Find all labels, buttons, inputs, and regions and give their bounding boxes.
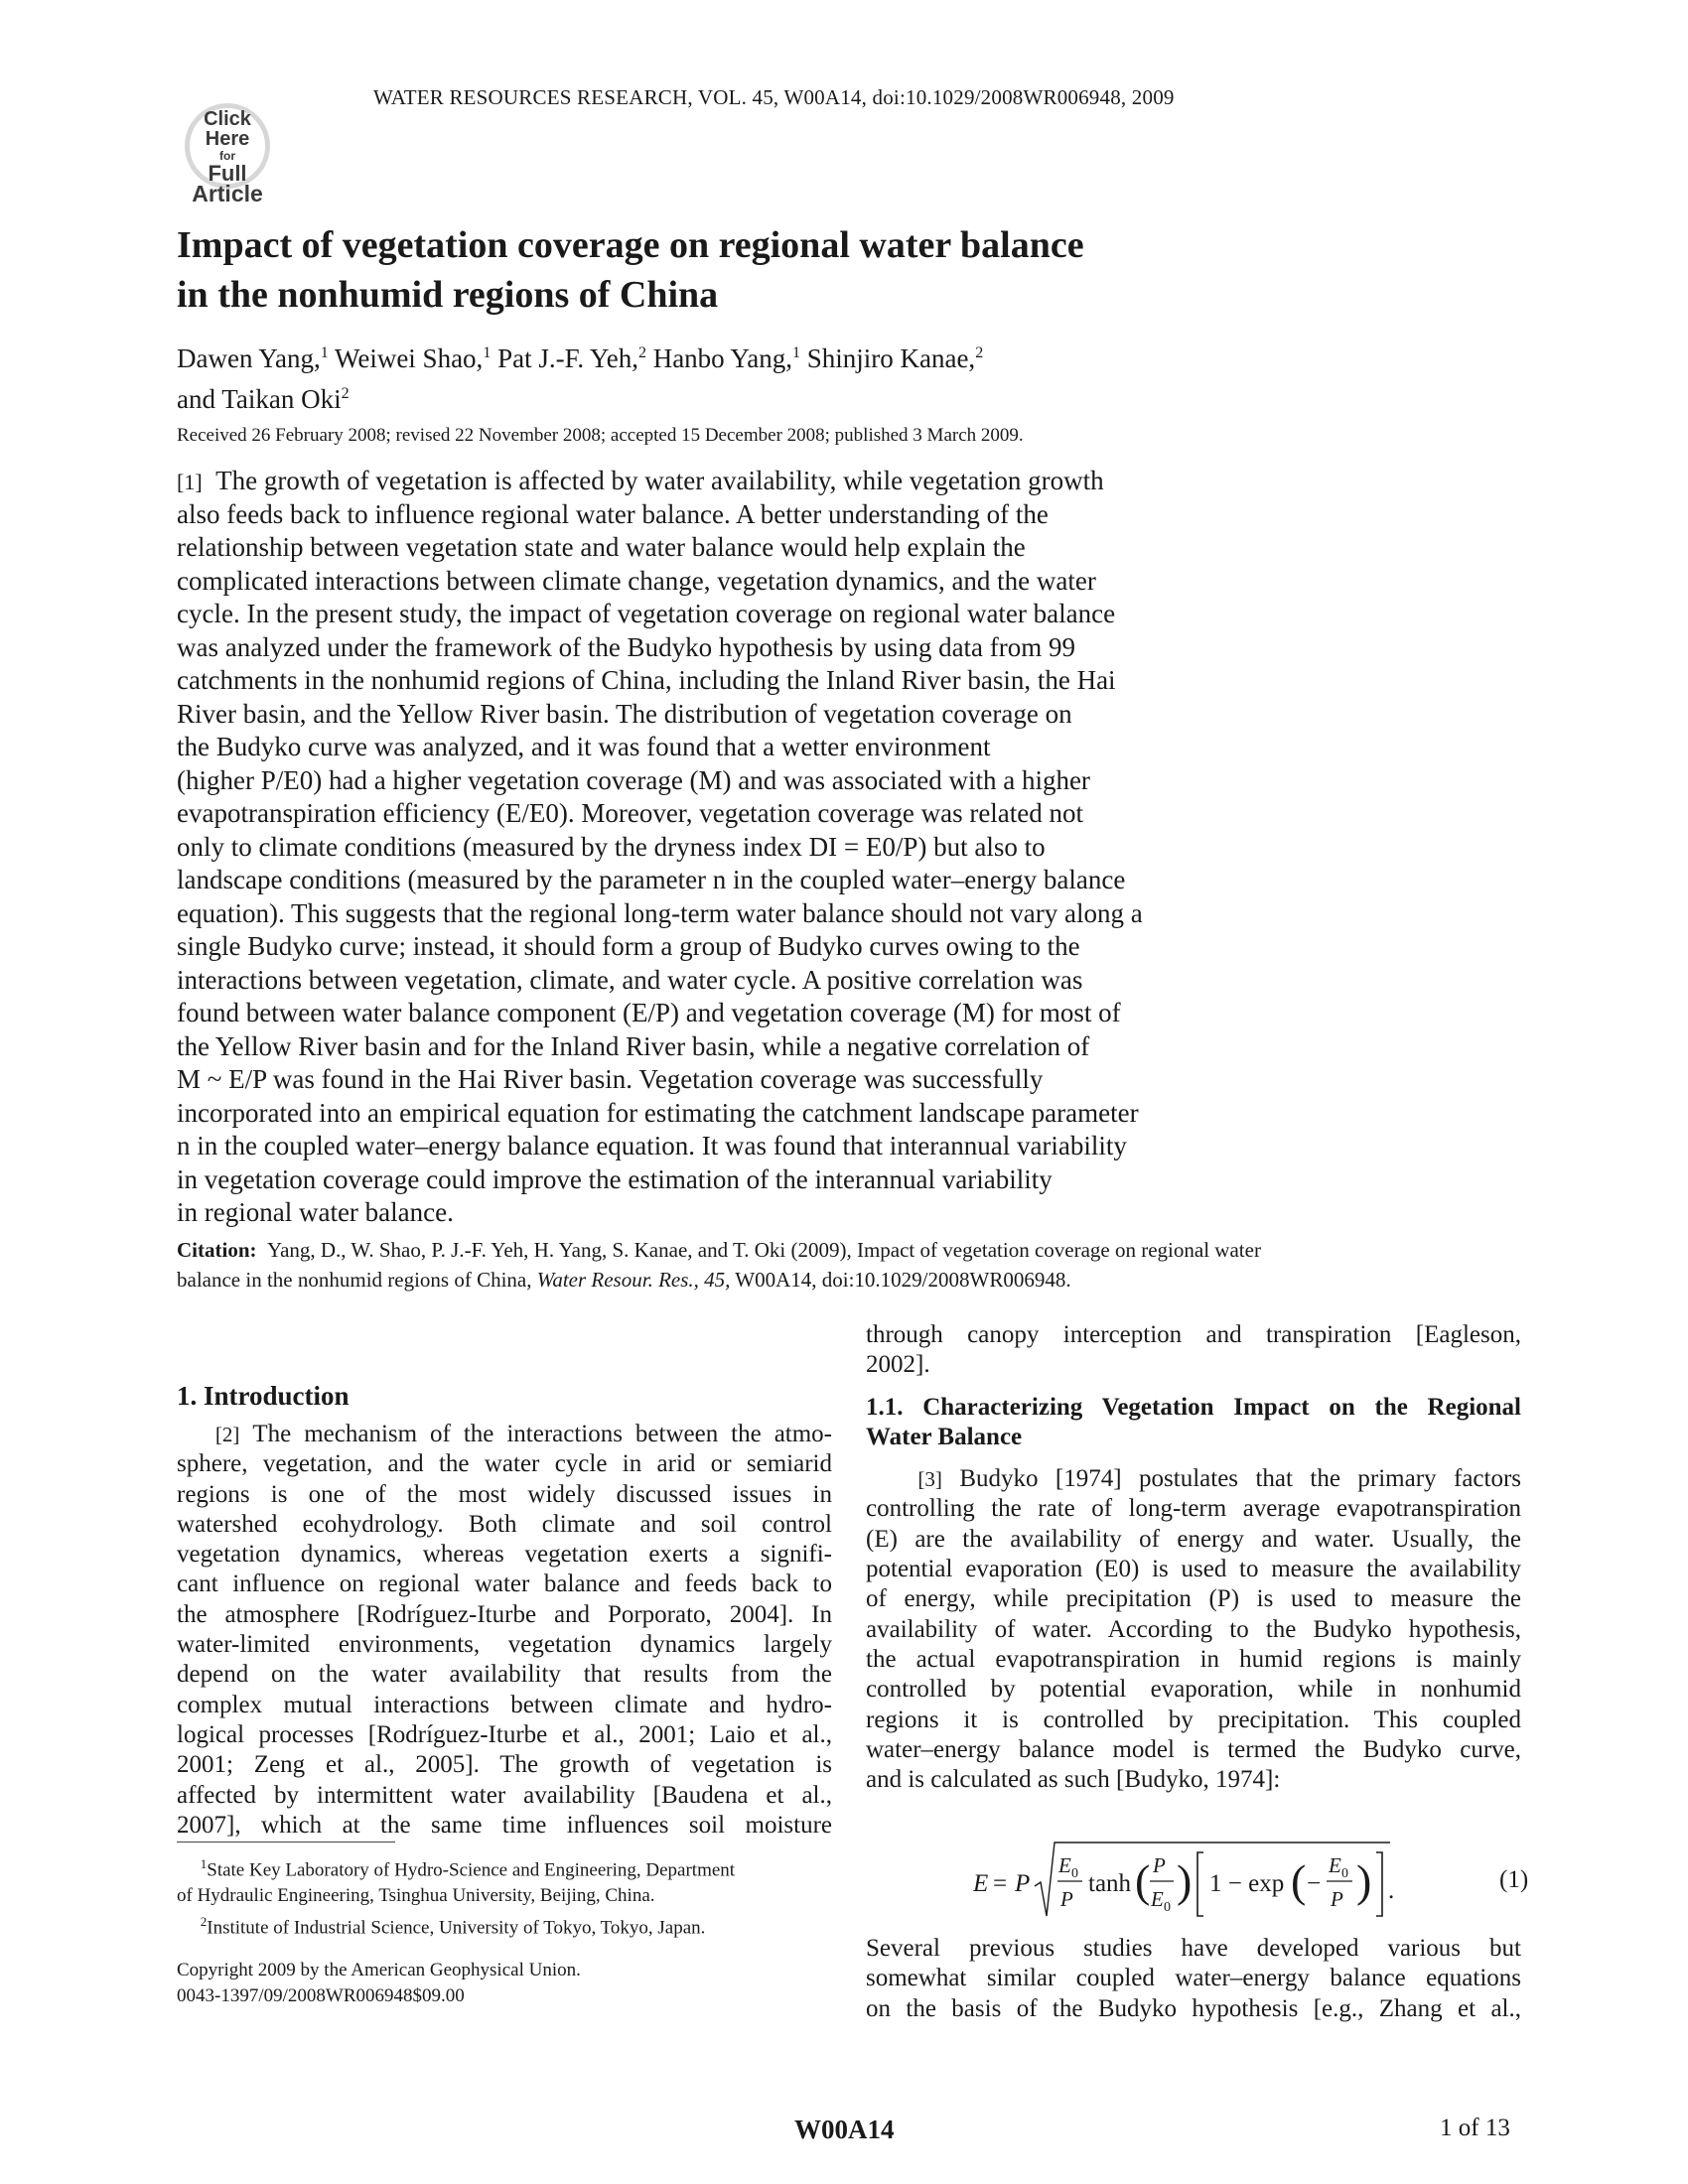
svg-text:(: ( — [1291, 1855, 1307, 1906]
author-name: and Taikan Oki — [177, 384, 342, 414]
citation-text: balance in the nonhumid regions of China, — [177, 1268, 537, 1292]
equation-number: (1) — [1499, 1866, 1529, 1893]
author-name: Pat J.-F. Yeh, — [491, 343, 638, 373]
footnote-rule — [177, 1842, 395, 1843]
abstract-line: interactions between vegetation, climate, and water cycle. A positive correlation was — [177, 964, 1083, 995]
body-line: watershed ecohydrology. Both climate and soil control — [177, 1510, 832, 1538]
copyright-line: Copyright 2009 by the American Geophysical Union. — [177, 1960, 581, 1980]
badge-line: for — [219, 149, 235, 163]
body-line: (E) are the availability of energy and water. Usually, the — [866, 1525, 1521, 1553]
svg-text:(: ( — [1135, 1855, 1151, 1906]
body-line: 2001; Zeng et al., 2005]. The growth of vegetation is — [177, 1751, 832, 1779]
badge-line: Full — [208, 161, 247, 186]
author-name: Shinjiro Kanae, — [799, 343, 976, 373]
body-line: complex mutual interactions between climate and hydro- — [177, 1691, 832, 1718]
svg-text:): ) — [1177, 1855, 1193, 1906]
author-name: Hanbo Yang, — [645, 343, 792, 373]
abstract-line: only to climate conditions (measured by the dryness index DI = E0/P) but also to — [177, 831, 1046, 862]
svg-text:P: P — [1331, 1887, 1343, 1911]
footnote-mark: 1 — [200, 1856, 208, 1871]
body-line: and is calculated as such [Budyko, 1974]: — [866, 1766, 1281, 1794]
subsection-heading-line: Water Balance — [866, 1423, 1023, 1450]
abstract-line: in vegetation coverage could improve the estimation of the interannual variability — [177, 1163, 1053, 1194]
received-dates: Received 26 February 2008; revised 22 November 2008; accepted 15 December 2008; published 3 March 2009. — [177, 425, 1024, 446]
svg-text:): ) — [1356, 1855, 1372, 1906]
affiliation-mark: 1 — [320, 344, 329, 361]
citation-text: W00A14, doi:10.1029/2008WR006948. — [730, 1268, 1071, 1292]
body-line: 2002]. — [866, 1351, 930, 1379]
body-line: of energy, while precipitation (P) is used to measure the — [866, 1585, 1521, 1613]
citation — [177, 1235, 1517, 1295]
citation-label: Citation: — [177, 1238, 257, 1262]
body-line: water–energy balance model is termed the Budyko curve, — [866, 1735, 1521, 1763]
svg-text:P: P — [1060, 1887, 1073, 1911]
paragraph-number: [2] — [214, 1423, 240, 1446]
svg-text:1 − exp: 1 − exp — [1209, 1870, 1285, 1897]
abstract-line: n in the coupled water–energy balance equation. It was found that interannual variability — [177, 1131, 1127, 1160]
abstract-line: found between water balance component (E/P) and vegetation coverage (M) for most of — [177, 998, 1121, 1027]
left-column — [177, 1378, 832, 1841]
body-line: sphere, vegetation, and the water cycle in arid or semiarid — [177, 1450, 832, 1478]
body-line: controlling the rate of long-term average evapotranspiration — [866, 1495, 1521, 1523]
footnote-mark: 2 — [200, 1914, 208, 1930]
body-line: controlled by potential evaporation, while in nonhumid — [866, 1676, 1521, 1704]
body-line: somewhat similar coupled water–energy balance equations — [866, 1965, 1521, 1992]
body-line: the atmosphere [Rodríguez-Iturbe and Porporato, 2004]. In — [177, 1600, 832, 1628]
abstract-line: also feeds back to influence regional water balance. A better understanding of the — [177, 498, 1049, 529]
svg-text:0: 0 — [1164, 1900, 1171, 1915]
abstract-line: in regional water balance. — [177, 1197, 454, 1227]
svg-text:E: E — [1151, 1887, 1164, 1911]
badge-line: Article — [192, 181, 263, 206]
body-line: through canopy interception and transpiration [Eagleson, — [866, 1321, 1521, 1348]
abstract-line: (higher P/E0) had a higher vegetation coverage (M) and was associated with a higher — [177, 764, 1090, 795]
citation-journal: Water Resour. Res., 45, — [536, 1268, 731, 1292]
citation-text: Yang, D., W. Shao, P. J.-F. Yeh, H. Yang, S. Kanae, and T. Oki (2009), Impact of vegetation coverage on regional water — [267, 1238, 1261, 1262]
body-line: regions is one of the most widely discussed issues in — [177, 1480, 832, 1508]
abstract-line: the Yellow River basin and for the Inland River basin, while a negative correlation of — [177, 1030, 1090, 1061]
affiliation-mark: 2 — [637, 344, 646, 361]
body-line: potential evaporation (E0) is used to measure the availability — [866, 1556, 1521, 1583]
svg-text:P: P — [1015, 1870, 1031, 1897]
abstract-line: single Budyko curve; instead, it should form a group of Budyko curves owing to the — [177, 931, 1080, 961]
author-list — [177, 336, 983, 417]
title-line: in the nonhumid regions of China — [177, 274, 719, 316]
author-name: Dawen Yang, — [177, 343, 321, 373]
body-line: the actual evapotranspiration in humid regions is mainly — [866, 1645, 1521, 1673]
issn-line: 0043-1397/09/2008WR006948$09.00 — [177, 1985, 465, 2006]
body-line: regions it is controlled by precipitation. This coupled — [866, 1706, 1521, 1733]
svg-text:E: E — [1329, 1853, 1341, 1877]
footnote-text: State Key Laboratory of Hydro-Science and Engineering, Department — [207, 1859, 736, 1881]
svg-text:E: E — [1058, 1853, 1071, 1877]
svg-text:0: 0 — [1071, 1866, 1078, 1881]
body-line: vegetation dynamics, whereas vegetation exerts a signifi- — [177, 1541, 832, 1569]
footnotes — [177, 1851, 832, 1942]
abstract-line: the Budyko curve was analyzed, and it was found that a wetter environment — [177, 732, 991, 761]
body-line: Several previous studies have developed various but — [866, 1935, 1521, 1962]
copyright — [177, 1958, 581, 2009]
body-line: Budyko [1974] postulates that the primary factors — [959, 1465, 1522, 1493]
right-column-continued — [866, 1934, 1521, 2024]
abstract-line: The growth of vegetation is affected by water availability, while vegetation growth — [215, 466, 1104, 495]
svg-text:P: P — [1153, 1853, 1166, 1877]
body-line: cant influence on regional water balance and feeds back to — [177, 1570, 832, 1598]
body-line: depend on the water availability that results from the — [177, 1661, 832, 1689]
affiliation-mark: 2 — [975, 344, 984, 361]
subsection-heading — [866, 1393, 1521, 1453]
svg-text:=: = — [993, 1870, 1008, 1897]
svg-text:tanh: tanh — [1088, 1870, 1132, 1897]
right-column — [866, 1320, 1521, 1795]
body-line: on the basis of the Budyko hypothesis [e.g., Zhang et al., — [866, 1994, 1521, 2022]
title-line: Impact of vegetation coverage on regional water balance — [177, 224, 1084, 266]
article-id: W00A14 — [794, 2115, 895, 2144]
abstract-line: landscape conditions (measured by the parameter n in the coupled water–energy balance — [177, 865, 1126, 894]
paper-title — [177, 220, 1084, 320]
abstract-line: evapotranspiration efficiency (E/E0). Moreover, vegetation coverage was related not — [177, 798, 1084, 828]
running-head: WATER RESOURCES RESEARCH, VOL. 45, W00A14, doi:10.1029/2008WR006948, 2009 — [373, 85, 1175, 109]
affiliation-mark: 1 — [791, 344, 800, 361]
body-line: affected by intermittent water availability [Baudena et al., — [177, 1781, 832, 1809]
badge-line: Click — [204, 108, 251, 130]
paragraph-number: [3] — [917, 1467, 942, 1492]
abstract-line: complicated interactions between climate change, vegetation dynamics, and the water — [177, 565, 1096, 596]
full-article-badge[interactable] — [177, 103, 278, 205]
footnote-text: of Hydraulic Engineering, Tsinghua University, Beijing, China. — [177, 1885, 655, 1907]
body-line: The mechanism of the interactions between the atmo- — [252, 1421, 833, 1447]
svg-text:E: E — [973, 1870, 989, 1897]
section-heading: 1. Introduction — [177, 1381, 350, 1411]
affiliation-mark: 1 — [483, 344, 492, 361]
affiliation-mark: 2 — [341, 385, 350, 402]
body-line: logical processes [Rodríguez-Iturbe et al., 2001; Laio et al., — [177, 1720, 832, 1748]
svg-text:.: . — [1388, 1877, 1395, 1904]
equation-1 — [973, 1837, 1529, 1926]
paragraph-number: [1] — [177, 470, 203, 494]
body-line: water-limited environments, vegetation dynamics largely — [177, 1631, 832, 1659]
badge-line: Here — [205, 128, 250, 150]
subsection-heading-line: 1.1. Characterizing Vegetation Impact on the Regional — [866, 1393, 1521, 1421]
abstract-line: relationship between vegetation state and water balance would help explain the — [177, 532, 1026, 562]
body-line: 2007], which at the same time influences soil moisture — [177, 1811, 832, 1839]
abstract-line: catchments in the nonhumid regions of China, including the Inland River basin, the Hai — [177, 665, 1116, 695]
svg-text:0: 0 — [1341, 1866, 1348, 1881]
abstract-line: was analyzed under the framework of the Budyko hypothesis by using data from 99 — [177, 631, 1076, 662]
abstract-line: River basin, and the Yellow River basin. The distribution of vegetation coverage on — [177, 698, 1072, 729]
svg-text:−: − — [1307, 1870, 1322, 1897]
abstract-line: cycle. In the present study, the impact of vegetation coverage on regional water balance — [177, 599, 1116, 628]
author-name: Weiwei Shao, — [328, 343, 484, 373]
abstract-line: equation). This suggests that the regional long-term water balance should not vary along a — [177, 897, 1143, 928]
abstract-line: M ~ E/P was found in the Hai River basin. Vegetation coverage was successfully — [177, 1064, 1044, 1094]
abstract — [177, 465, 1261, 1230]
footnote-text: Institute of Industrial Science, University of Tokyo, Tokyo, Japan. — [207, 1917, 706, 1939]
body-line: availability of water. According to the Budyko hypothesis, — [866, 1615, 1521, 1643]
abstract-line: incorporated into an empirical equation for estimating the catchment landscape parameter — [177, 1097, 1139, 1128]
page-number: 1 of 13 — [1440, 2115, 1510, 2141]
